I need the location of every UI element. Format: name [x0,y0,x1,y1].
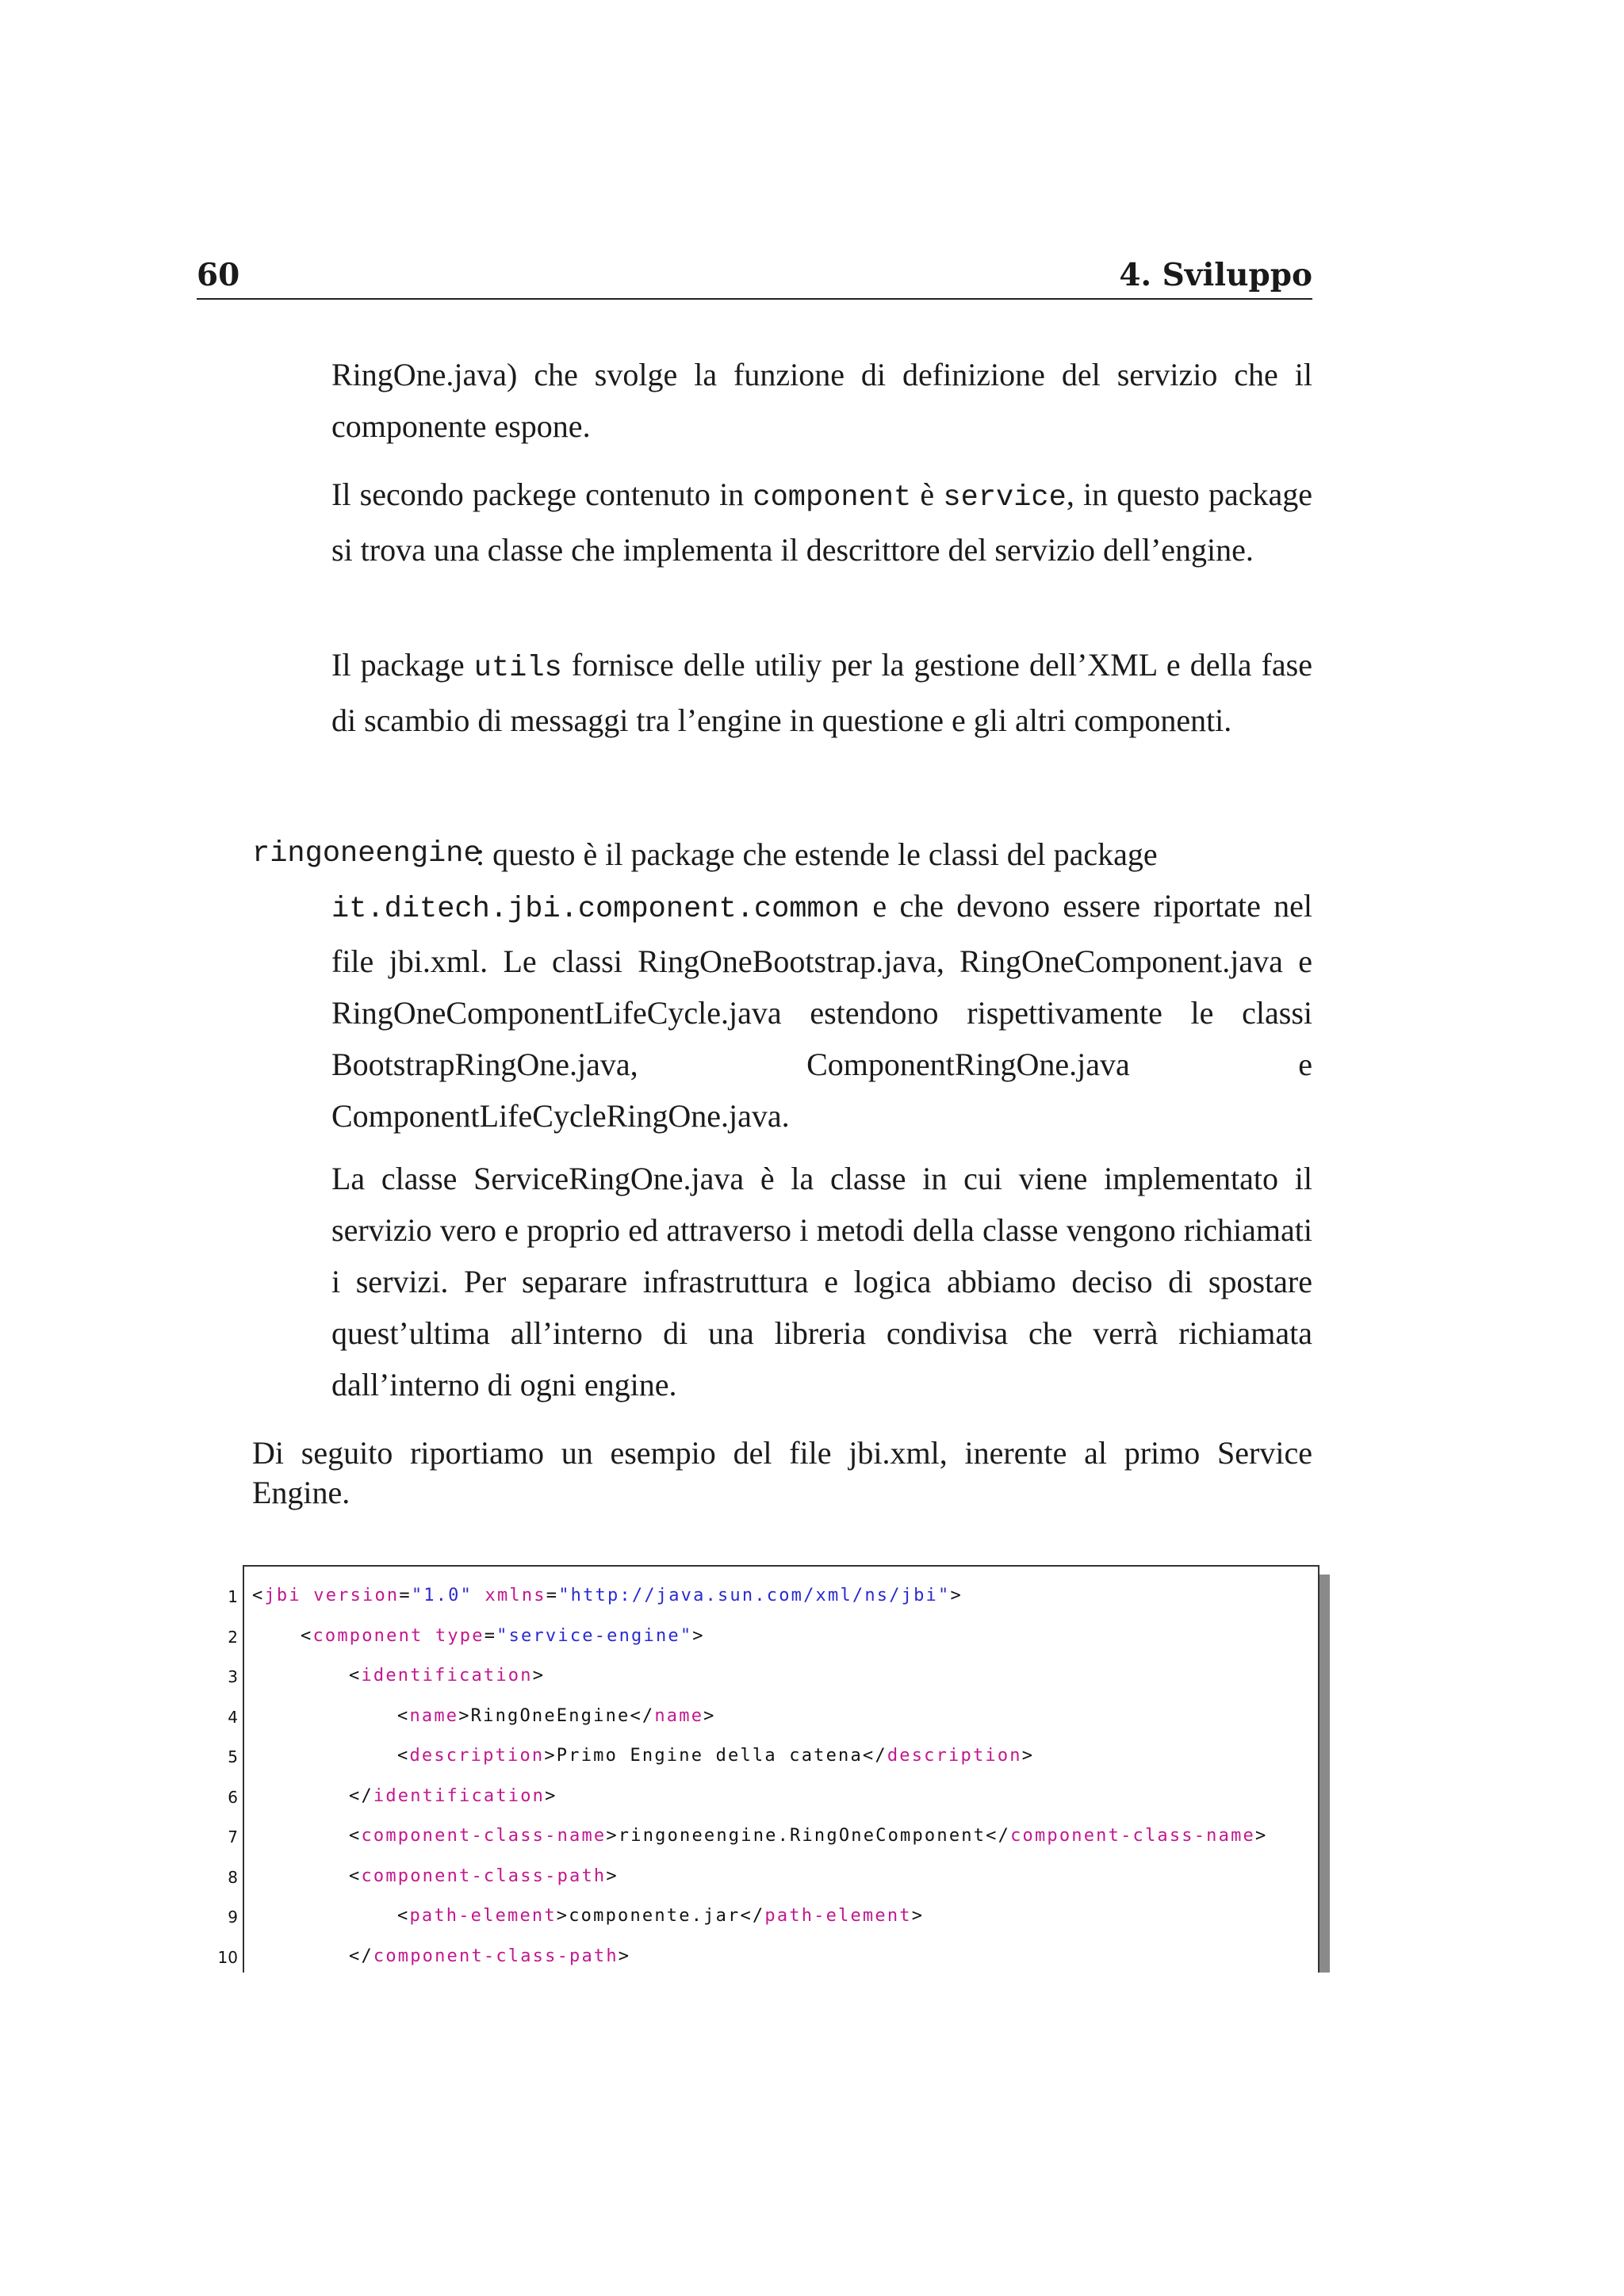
code-token-tag: component-class-path [373,1946,619,1966]
code-line-number: 3 [228,1667,238,1686]
code-listing [217,1565,1320,1973]
code-line-number: 7 [228,1827,238,1846]
code-line [301,1626,705,1658]
code-token-punc: </ [349,1785,373,1806]
code-token-punc: < [397,1746,410,1766]
code-token-str: "service-engine" [496,1625,693,1646]
description-item-first-line: : questo è il package che estende le classi del package [476,836,1158,872]
code-token-tag: component-class-name [1010,1826,1255,1846]
code-token-punc: > [1021,1746,1035,1766]
code-line [349,1666,545,1697]
code-token-tag: identification [373,1785,546,1806]
code-token-punc: < [349,1666,362,1686]
paragraph-5: La classe ServiceRingOne.java è la classe in cui viene implementato il servizio vero e proprio ed attraverso i metodi della classe vengono richiamati i servizi. Per separare infrastruttura e logica abbiamo deciso di spostare quest’ultima all’interno di una libreria condivisa che verrà richiamata dall’interno di ogni engine. [331,1161,1312,1402]
code-token-tag: identification [361,1666,533,1686]
code-line [349,1866,619,1898]
code-token-punc: > [703,1705,716,1726]
code-token-punc: >Primo Engine della catena</ [544,1746,887,1766]
code-listing-shadow [1320,1575,1330,1973]
paragraph-2-text: Il secondo packege contenuto in [331,476,753,512]
paragraph-3-text: Il package [331,647,474,683]
paragraph-3 [331,639,1312,746]
code-line [252,1586,963,1617]
code-token-punc: < [349,1866,362,1886]
code-token-punc: > [532,1666,546,1686]
paragraph-3-text: fornisce delle utiliy per la gestione dell’XML e della fase di scambio di messaggi tra l’engine in questione e gli altri componenti. [331,647,1313,738]
code-token-tag: description [887,1746,1022,1766]
code-line [397,1906,924,1938]
code-token-tag: name [654,1705,704,1726]
code-token-attr: version [313,1586,400,1605]
code-token-punc: = [484,1625,497,1646]
code-line-number: 6 [228,1787,238,1807]
code-token-punc: > [911,1906,925,1926]
code-token-tag: component [312,1625,423,1646]
code-token-tag: name [409,1705,459,1726]
code-token-tag: path-element [409,1906,557,1926]
code-token-attr: type [435,1625,485,1646]
paragraph-2-text: , in questo package si trova una classe che implementa il descrittore del servizio dell’engine. [331,476,1313,568]
code-line [349,1946,630,1978]
page-number: 60 [197,257,240,293]
code-token-tag: jbi [264,1586,301,1605]
code-token-str: "1.0" [411,1586,473,1605]
paragraph-1: RingOne.java) che svolge la funzione di definizione del servizio che il componente espone. [331,357,1312,444]
code-line [349,1826,1267,1858]
code-token-punc: = [546,1586,559,1605]
code-token-punc: < [397,1906,410,1926]
code-line [397,1706,716,1738]
code-line-number: 2 [228,1627,238,1647]
code-token-tag: component-class-path [361,1866,607,1886]
inline-code-service: service [943,481,1067,515]
code-token-punc: > [692,1625,705,1646]
description-item-body [331,880,1312,1142]
code-line [349,1786,557,1818]
description-item-label: ringoneengine [252,837,481,871]
code-token-punc: >RingOneEngine</ [458,1705,655,1726]
inline-code-utils: utils [473,652,562,685]
code-token-punc: > [606,1866,619,1886]
code-token-punc: < [397,1705,410,1726]
code-token-punc: < [349,1826,362,1846]
description-item-text: e che devono essere riportate nel file jbi.xml. Le classi RingOneBootstrap.java, RingOneComponent.java e RingOneComponentLifeCycle.java estendono rispettivamente le classi BootstrapRingOne.java, ComponentRingOne.java e ComponentLifeCycleRingOne.java. [331,888,1312,1134]
code-token-punc: >componente.jar</ [556,1906,765,1926]
code-token-punc: >ringoneengine.RingOneComponent</ [606,1826,1011,1846]
code-token-punc [301,1586,313,1605]
code-token-tag: path-element [764,1906,912,1926]
code-token-str: "http://java.sun.com/xml/ns/jbi" [558,1586,951,1605]
code-token-tag: description [409,1746,545,1766]
code-line-number: 10 [217,1947,238,1967]
code-token-punc [473,1586,485,1605]
code-line-number: 4 [228,1707,238,1727]
code-token-punc: < [252,1586,265,1605]
inline-code-package: it.ditech.jbi.component.common [331,893,860,926]
paragraph-2 [331,469,1312,576]
code-token-punc: < [301,1625,313,1646]
code-token-punc: > [950,1586,963,1605]
code-line-number: 9 [228,1908,238,1927]
code-token-tag: component-class-name [361,1826,607,1846]
code-line-number: 8 [228,1867,238,1887]
paragraph-6: Di seguito riportiamo un esempio del file jbi.xml, inerente al primo Service Engine. [252,1435,1312,1510]
code-line-number: 1 [228,1587,238,1606]
code-token-attr: xmlns [485,1586,546,1605]
code-token-punc: > [545,1785,557,1806]
code-token-punc [423,1626,435,1646]
chapter-title: 4. Sviluppo [1119,257,1312,293]
code-token-punc: = [399,1586,412,1605]
code-token-punc: > [618,1946,631,1966]
code-token-punc: </ [349,1946,373,1966]
paragraph-2-text: è [911,476,944,512]
inline-code-component: component [753,481,912,515]
code-token-punc: > [1254,1826,1268,1846]
code-line-number: 5 [228,1747,238,1766]
code-line [397,1746,1034,1777]
